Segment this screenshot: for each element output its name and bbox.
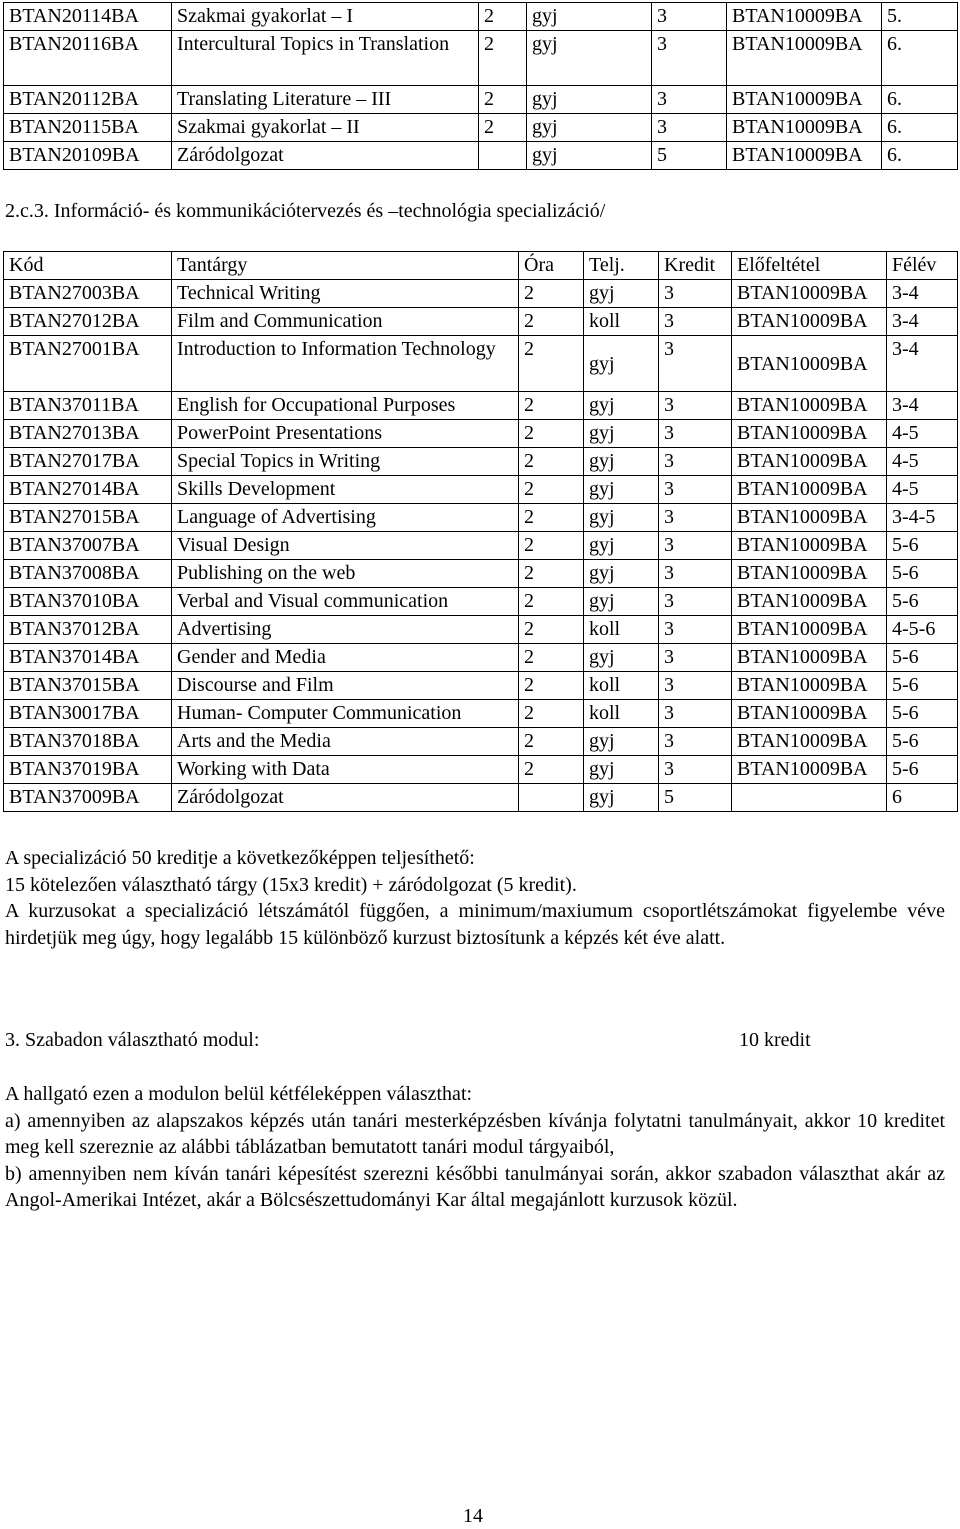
cell-semester: 6. bbox=[882, 31, 958, 86]
table-row bbox=[4, 392, 958, 420]
cell-prereq: BTAN10009BA bbox=[732, 672, 887, 700]
cell-code: BTAN37014BA bbox=[4, 644, 172, 672]
cell-type: gyj bbox=[584, 588, 659, 616]
table-row bbox=[4, 784, 958, 812]
table-row bbox=[4, 616, 958, 644]
cell-semester: 4-5 bbox=[887, 476, 958, 504]
header-subject: Tantárgy bbox=[172, 252, 519, 280]
table-row bbox=[4, 672, 958, 700]
cell-type: gyj bbox=[527, 3, 652, 31]
table-row bbox=[4, 532, 958, 560]
cell-code: BTAN37009BA bbox=[4, 784, 172, 812]
cell-hours: 2 bbox=[519, 532, 584, 560]
table-row bbox=[4, 700, 958, 728]
module-intro: A hallgató ezen a modulon belül kétféleképpen választhat: bbox=[5, 1083, 473, 1105]
header-prereq: Előfeltétel bbox=[732, 252, 887, 280]
cell-type: gyj bbox=[584, 756, 659, 784]
cell-subject: Language of Advertising bbox=[172, 504, 519, 532]
cell-credit: 3 bbox=[652, 114, 727, 142]
cell-credit: 3 bbox=[659, 308, 732, 336]
cell-credit: 3 bbox=[659, 560, 732, 588]
cell-subject: Visual Design bbox=[172, 532, 519, 560]
cell-type: gyj bbox=[527, 142, 652, 170]
previous-specialization-table bbox=[3, 2, 958, 170]
cell-type: gyj bbox=[584, 420, 659, 448]
cell-prereq: BTAN10009BA bbox=[732, 448, 887, 476]
cell-semester: 3-4 bbox=[887, 336, 958, 392]
cell-semester: 5. bbox=[882, 3, 958, 31]
cell-code: BTAN20115BA bbox=[4, 114, 172, 142]
cell-type: koll bbox=[584, 700, 659, 728]
cell-hours bbox=[519, 784, 584, 812]
cell-credit: 3 bbox=[659, 672, 732, 700]
cell-prereq bbox=[732, 784, 887, 812]
cell-hours: 2 bbox=[519, 420, 584, 448]
table-row bbox=[4, 142, 958, 170]
page-number: 14 bbox=[463, 1505, 483, 1527]
cell-type: koll bbox=[584, 308, 659, 336]
cell-semester: 5-6 bbox=[887, 756, 958, 784]
cell-prereq: BTAN10009BA bbox=[732, 420, 887, 448]
cell-semester: 4-5-6 bbox=[887, 616, 958, 644]
cell-code: BTAN27015BA bbox=[4, 504, 172, 532]
cell-type: gyj bbox=[527, 31, 652, 86]
cell-code: BTAN30017BA bbox=[4, 700, 172, 728]
cell-type: gyj bbox=[584, 448, 659, 476]
cell-semester: 4-5 bbox=[887, 448, 958, 476]
cell-hours: 2 bbox=[479, 86, 527, 114]
cell-prereq: BTAN10009BA bbox=[732, 336, 887, 392]
cell-subject: Intercultural Topics in Translation bbox=[172, 31, 479, 86]
table-row bbox=[4, 644, 958, 672]
cell-code: BTAN37007BA bbox=[4, 532, 172, 560]
cell-code: BTAN37019BA bbox=[4, 756, 172, 784]
cell-hours: 2 bbox=[479, 31, 527, 86]
cell-prereq: BTAN10009BA bbox=[727, 31, 882, 86]
section-heading: 2.c.3. Információ- és kommunikációtervezés és –technológia specializáció/ bbox=[5, 200, 606, 222]
cell-semester: 5-6 bbox=[887, 728, 958, 756]
cell-credit: 3 bbox=[659, 700, 732, 728]
header-semester: Félév bbox=[887, 252, 958, 280]
module-option-b: b) amennyiben nem kíván tanári képesítést szerezni későbbi tanulmányai során, akkor szabadon választhat akár az Angol-Amerikai Intézet, akár a Bölcsészettudományi Kar által megajánlott kurzusok közül. bbox=[5, 1162, 945, 1211]
cell-semester: 5-6 bbox=[887, 588, 958, 616]
cell-code: BTAN20114BA bbox=[4, 3, 172, 31]
cell-prereq: BTAN10009BA bbox=[732, 308, 887, 336]
cell-credit: 3 bbox=[659, 504, 732, 532]
cell-type: gyj bbox=[584, 560, 659, 588]
module-option-a: a) amennyiben az alapszakos képzés után tanári mesterképzésben kívánja folytatni tanulmányait, akkor 10 kreditet meg kell szereznie az alábbi táblázatban bemutatott tanári modul tárgyaiból, bbox=[5, 1109, 945, 1158]
cell-subject: Special Topics in Writing bbox=[172, 448, 519, 476]
cell-code: BTAN37011BA bbox=[4, 392, 172, 420]
table-row bbox=[4, 448, 958, 476]
cell-code: BTAN20116BA bbox=[4, 31, 172, 86]
cell-credit: 3 bbox=[659, 616, 732, 644]
cell-prereq: BTAN10009BA bbox=[732, 616, 887, 644]
cell-prereq: BTAN10009BA bbox=[732, 392, 887, 420]
cell-credit: 3 bbox=[659, 588, 732, 616]
cell-credit: 3 bbox=[659, 392, 732, 420]
cell-semester: 5-6 bbox=[887, 644, 958, 672]
courses-note: A kurzusokat a specializáció létszámától függően, a minimum/maxiumum csoportlétszámokat figyelembe véve hirdetjük meg úgy, hogy legalább 15 különböző kurzust biztosítunk a képzés két éve alatt. bbox=[5, 900, 945, 949]
cell-credit: 3 bbox=[659, 476, 732, 504]
table-row bbox=[4, 308, 958, 336]
cell-semester: 5-6 bbox=[887, 532, 958, 560]
cell-credit: 3 bbox=[652, 3, 727, 31]
cell-hours: 2 bbox=[519, 588, 584, 616]
course-table bbox=[3, 251, 958, 812]
table-row bbox=[4, 280, 958, 308]
cell-semester: 6. bbox=[882, 142, 958, 170]
cell-credit: 3 bbox=[659, 728, 732, 756]
module-credit: 10 kredit bbox=[739, 1029, 811, 1051]
cell-type: gyj bbox=[527, 86, 652, 114]
cell-credit: 5 bbox=[659, 784, 732, 812]
table-row bbox=[4, 476, 958, 504]
header-credit: Kredit bbox=[659, 252, 732, 280]
cell-hours: 2 bbox=[519, 392, 584, 420]
cell-code: BTAN37015BA bbox=[4, 672, 172, 700]
cell-prereq: BTAN10009BA bbox=[732, 504, 887, 532]
module-description bbox=[5, 1081, 945, 1214]
cell-prereq: BTAN10009BA bbox=[732, 728, 887, 756]
cell-semester: 4-5 bbox=[887, 420, 958, 448]
table-row bbox=[4, 86, 958, 114]
cell-credit: 3 bbox=[652, 31, 727, 86]
table-row bbox=[4, 560, 958, 588]
cell-credit: 3 bbox=[659, 420, 732, 448]
cell-code: BTAN27003BA bbox=[4, 280, 172, 308]
cell-type: gyj bbox=[527, 114, 652, 142]
table-row bbox=[4, 114, 958, 142]
credits-paragraph bbox=[5, 845, 945, 951]
cell-prereq: BTAN10009BA bbox=[732, 532, 887, 560]
cell-code: BTAN37018BA bbox=[4, 728, 172, 756]
cell-semester: 3-4 bbox=[887, 392, 958, 420]
cell-semester: 3-4 bbox=[887, 280, 958, 308]
cell-subject: Gender and Media bbox=[172, 644, 519, 672]
cell-subject: Verbal and Visual communication bbox=[172, 588, 519, 616]
cell-hours: 2 bbox=[519, 756, 584, 784]
cell-hours: 2 bbox=[519, 280, 584, 308]
cell-credit: 3 bbox=[659, 280, 732, 308]
cell-code: BTAN37012BA bbox=[4, 616, 172, 644]
cell-hours: 2 bbox=[519, 504, 584, 532]
cell-prereq: BTAN10009BA bbox=[732, 644, 887, 672]
cell-subject: Discourse and Film bbox=[172, 672, 519, 700]
cell-semester: 5-6 bbox=[887, 700, 958, 728]
module-title: 3. Szabadon választható modul: bbox=[5, 1029, 260, 1051]
cell-subject: Film and Communication bbox=[172, 308, 519, 336]
table-header-row bbox=[4, 252, 958, 280]
table-row bbox=[4, 420, 958, 448]
cell-code: BTAN27014BA bbox=[4, 476, 172, 504]
cell-credit: 3 bbox=[659, 532, 732, 560]
cell-hours: 2 bbox=[519, 700, 584, 728]
header-type: Telj. bbox=[584, 252, 659, 280]
cell-semester: 3-4-5 bbox=[887, 504, 958, 532]
cell-hours: 2 bbox=[479, 114, 527, 142]
table-row bbox=[4, 588, 958, 616]
cell-code: BTAN27017BA bbox=[4, 448, 172, 476]
cell-subject: Translating Literature – III bbox=[172, 86, 479, 114]
cell-semester: 3-4 bbox=[887, 308, 958, 336]
cell-type: gyj bbox=[584, 644, 659, 672]
cell-code: BTAN27013BA bbox=[4, 420, 172, 448]
table-row bbox=[4, 756, 958, 784]
cell-semester: 6. bbox=[882, 86, 958, 114]
cell-type: koll bbox=[584, 616, 659, 644]
header-hours: Óra bbox=[519, 252, 584, 280]
table-row bbox=[4, 3, 958, 31]
cell-hours: 2 bbox=[519, 560, 584, 588]
cell-prereq: BTAN10009BA bbox=[727, 114, 882, 142]
cell-prereq: BTAN10009BA bbox=[732, 756, 887, 784]
cell-subject: Szakmai gyakorlat – I bbox=[172, 3, 479, 31]
cell-type: gyj bbox=[584, 476, 659, 504]
cell-hours: 2 bbox=[479, 3, 527, 31]
cell-hours: 2 bbox=[519, 616, 584, 644]
cell-hours: 2 bbox=[519, 308, 584, 336]
cell-subject: PowerPoint Presentations bbox=[172, 420, 519, 448]
table-row bbox=[4, 504, 958, 532]
cell-credit: 3 bbox=[659, 336, 732, 392]
cell-subject: Záródolgozat bbox=[172, 142, 479, 170]
cell-hours: 2 bbox=[519, 336, 584, 392]
cell-prereq: BTAN10009BA bbox=[732, 476, 887, 504]
cell-code: BTAN27012BA bbox=[4, 308, 172, 336]
table-row bbox=[4, 728, 958, 756]
cell-code: BTAN20109BA bbox=[4, 142, 172, 170]
cell-prereq: BTAN10009BA bbox=[727, 86, 882, 114]
cell-prereq: BTAN10009BA bbox=[732, 588, 887, 616]
cell-prereq: BTAN10009BA bbox=[727, 142, 882, 170]
cell-prereq: BTAN10009BA bbox=[727, 3, 882, 31]
cell-code: BTAN37008BA bbox=[4, 560, 172, 588]
cell-code: BTAN37010BA bbox=[4, 588, 172, 616]
cell-hours: 2 bbox=[519, 476, 584, 504]
cell-prereq: BTAN10009BA bbox=[732, 560, 887, 588]
cell-subject: Technical Writing bbox=[172, 280, 519, 308]
cell-type: gyj bbox=[584, 532, 659, 560]
cell-type: gyj bbox=[584, 504, 659, 532]
credits-line-1: A specializáció 50 kreditje a következőképpen teljesíthető: bbox=[5, 847, 475, 869]
cell-code: BTAN20112BA bbox=[4, 86, 172, 114]
cell-type: koll bbox=[584, 672, 659, 700]
cell-type: gyj bbox=[584, 280, 659, 308]
cell-subject: Szakmai gyakorlat – II bbox=[172, 114, 479, 142]
cell-hours: 2 bbox=[519, 448, 584, 476]
cell-credit: 3 bbox=[659, 448, 732, 476]
cell-credit: 3 bbox=[659, 756, 732, 784]
cell-credit: 3 bbox=[652, 86, 727, 114]
cell-semester: 6 bbox=[887, 784, 958, 812]
cell-semester: 5-6 bbox=[887, 672, 958, 700]
cell-credit: 5 bbox=[652, 142, 727, 170]
cell-hours: 2 bbox=[519, 644, 584, 672]
cell-subject: Human- Computer Communication bbox=[172, 700, 519, 728]
cell-subject: Publishing on the web bbox=[172, 560, 519, 588]
cell-type: gyj bbox=[584, 784, 659, 812]
cell-semester: 5-6 bbox=[887, 560, 958, 588]
cell-subject: Arts and the Media bbox=[172, 728, 519, 756]
cell-hours bbox=[479, 142, 527, 170]
cell-hours: 2 bbox=[519, 672, 584, 700]
credits-line-2: 15 kötelezően választható tárgy (15x3 kredit) + záródolgozat (5 kredit). bbox=[5, 873, 577, 896]
cell-prereq: BTAN10009BA bbox=[732, 700, 887, 728]
cell-subject: English for Occupational Purposes bbox=[172, 392, 519, 420]
cell-subject: Skills Development bbox=[172, 476, 519, 504]
cell-semester: 6. bbox=[882, 114, 958, 142]
cell-subject: Introduction to Information Technology bbox=[172, 336, 519, 392]
cell-subject: Advertising bbox=[172, 616, 519, 644]
cell-subject: Záródolgozat bbox=[172, 784, 519, 812]
cell-code: BTAN27001BA bbox=[4, 336, 172, 392]
cell-prereq: BTAN10009BA bbox=[732, 280, 887, 308]
cell-hours: 2 bbox=[519, 728, 584, 756]
table-row bbox=[4, 336, 958, 392]
header-code: Kód bbox=[4, 252, 172, 280]
cell-type: gyj bbox=[584, 392, 659, 420]
cell-credit: 3 bbox=[659, 644, 732, 672]
table-row bbox=[4, 31, 958, 86]
cell-type: gyj bbox=[584, 728, 659, 756]
cell-subject: Working with Data bbox=[172, 756, 519, 784]
cell-type: gyj bbox=[584, 336, 659, 392]
